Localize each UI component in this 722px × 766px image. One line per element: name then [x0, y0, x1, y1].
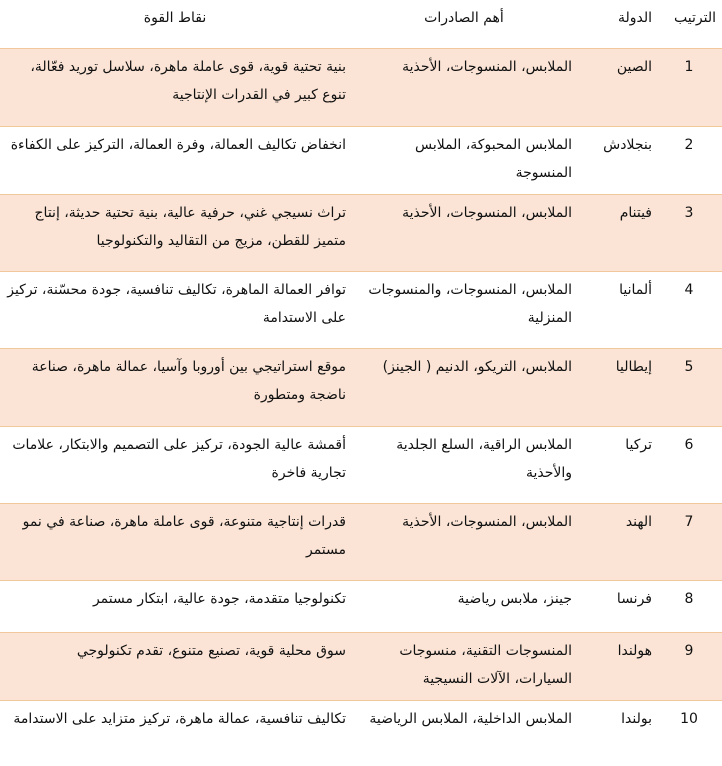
country-cell: هولندا — [617, 642, 652, 659]
strengths-cell: سوق محلية قوية، تصنيع متنوع، تقدم تكنولوجي — [76, 642, 346, 659]
exports-cell: جينز، ملابس رياضية — [457, 590, 572, 607]
table-row — [0, 426, 722, 503]
country-cell: فرنسا — [616, 590, 652, 607]
strengths-cell: انخفاض تكاليف العمالة، وفرة العمالة، التركيز على الكفاءة — [10, 136, 346, 153]
country-cell: الهند — [625, 513, 652, 530]
table-row — [0, 700, 722, 766]
header-row — [0, 0, 722, 48]
exports-cell: الملابس، المنسوجات، والمنسوجات المنزلية — [368, 281, 572, 326]
table-row — [0, 503, 722, 580]
table-row — [0, 48, 722, 126]
table-row — [0, 632, 722, 700]
country-cell: تركيا — [625, 436, 652, 453]
country-cell: إيطاليا — [615, 358, 652, 375]
table-row — [0, 348, 722, 426]
rank-cell: 5 — [684, 358, 694, 375]
header-exports: أهم الصادرات — [424, 10, 504, 26]
strengths-cell: تكنولوجيا متقدمة، جودة عالية، ابتكار مستمر — [92, 590, 346, 607]
strengths-cell: موقع استراتيجي بين أوروبا وآسيا، عمالة ماهرة، صناعة ناضجة ومتطورة — [31, 358, 346, 403]
table-row — [0, 194, 722, 271]
table-row — [0, 126, 722, 194]
rank-cell: 9 — [684, 642, 694, 659]
rank-cell: 1 — [684, 58, 694, 75]
rank-cell: 4 — [684, 281, 694, 298]
exports-cell: الملابس، المنسوجات، الأحذية — [402, 513, 572, 530]
country-cell: فيتنام — [619, 204, 652, 221]
header-strengths: نقاط القوة — [143, 10, 207, 26]
strengths-cell: تراث نسيجي غني، حرفية عالية، بنية تحتية حديثة، إنتاج متميز للقطن، مزيج من التقاليد والتكنولوجيا — [34, 204, 346, 249]
rank-cell: 6 — [684, 436, 694, 453]
strengths-cell: قدرات إنتاجية متنوعة، قوى عاملة ماهرة، صناعة في نمو مستمر — [22, 513, 346, 558]
rank-cell: 10 — [680, 710, 698, 727]
table-row — [0, 580, 722, 632]
exports-cell: الملابس، التريكو، الدنيم ( الجينز) — [382, 358, 572, 375]
rank-cell: 8 — [684, 590, 694, 607]
exports-cell: المنسوجات التقنية، منسوجات السيارات، الآلات النسيجية — [399, 642, 572, 687]
rank-cell: 7 — [684, 513, 694, 530]
exports-cell: الملابس، المنسوجات، الأحذية — [402, 204, 572, 221]
strengths-cell: بنية تحتية قوية، قوى عاملة ماهرة، سلاسل توريد فعّالة، تنوع كبير في القدرات الإنتاجية — [30, 58, 346, 103]
strengths-cell: توافر العمالة الماهرة، تكاليف تنافسية، جودة محسّنة، تركيز على الاستدامة — [7, 281, 346, 326]
table-row — [0, 271, 722, 348]
strengths-cell: أقمشة عالية الجودة، تركيز على التصميم والابتكار، علامات تجارية فاخرة — [12, 436, 346, 481]
country-cell: ألمانيا — [619, 281, 652, 298]
country-cell: بنجلادش — [603, 136, 652, 153]
strengths-cell: تكاليف تنافسية، عمالة ماهرة، تركيز متزايد على الاستدامة — [13, 710, 346, 727]
exports-cell: الملابس، المنسوجات، الأحذية — [402, 58, 572, 75]
header-country: الدولة — [617, 10, 652, 26]
country-cell: الصين — [616, 58, 652, 75]
exports-cell: الملابس الراقية، السلع الجلدية والأحذية — [396, 436, 572, 481]
rank-cell: 3 — [684, 204, 694, 221]
exports-cell: الملابس الداخلية، الملابس الرياضية — [369, 710, 572, 727]
rank-cell: 2 — [684, 136, 694, 153]
header-rank: الترتيب — [674, 10, 716, 26]
exports-cell: الملابس المحبوكة، الملابس المنسوجة — [414, 136, 572, 181]
country-cell: بولندا — [621, 710, 652, 727]
